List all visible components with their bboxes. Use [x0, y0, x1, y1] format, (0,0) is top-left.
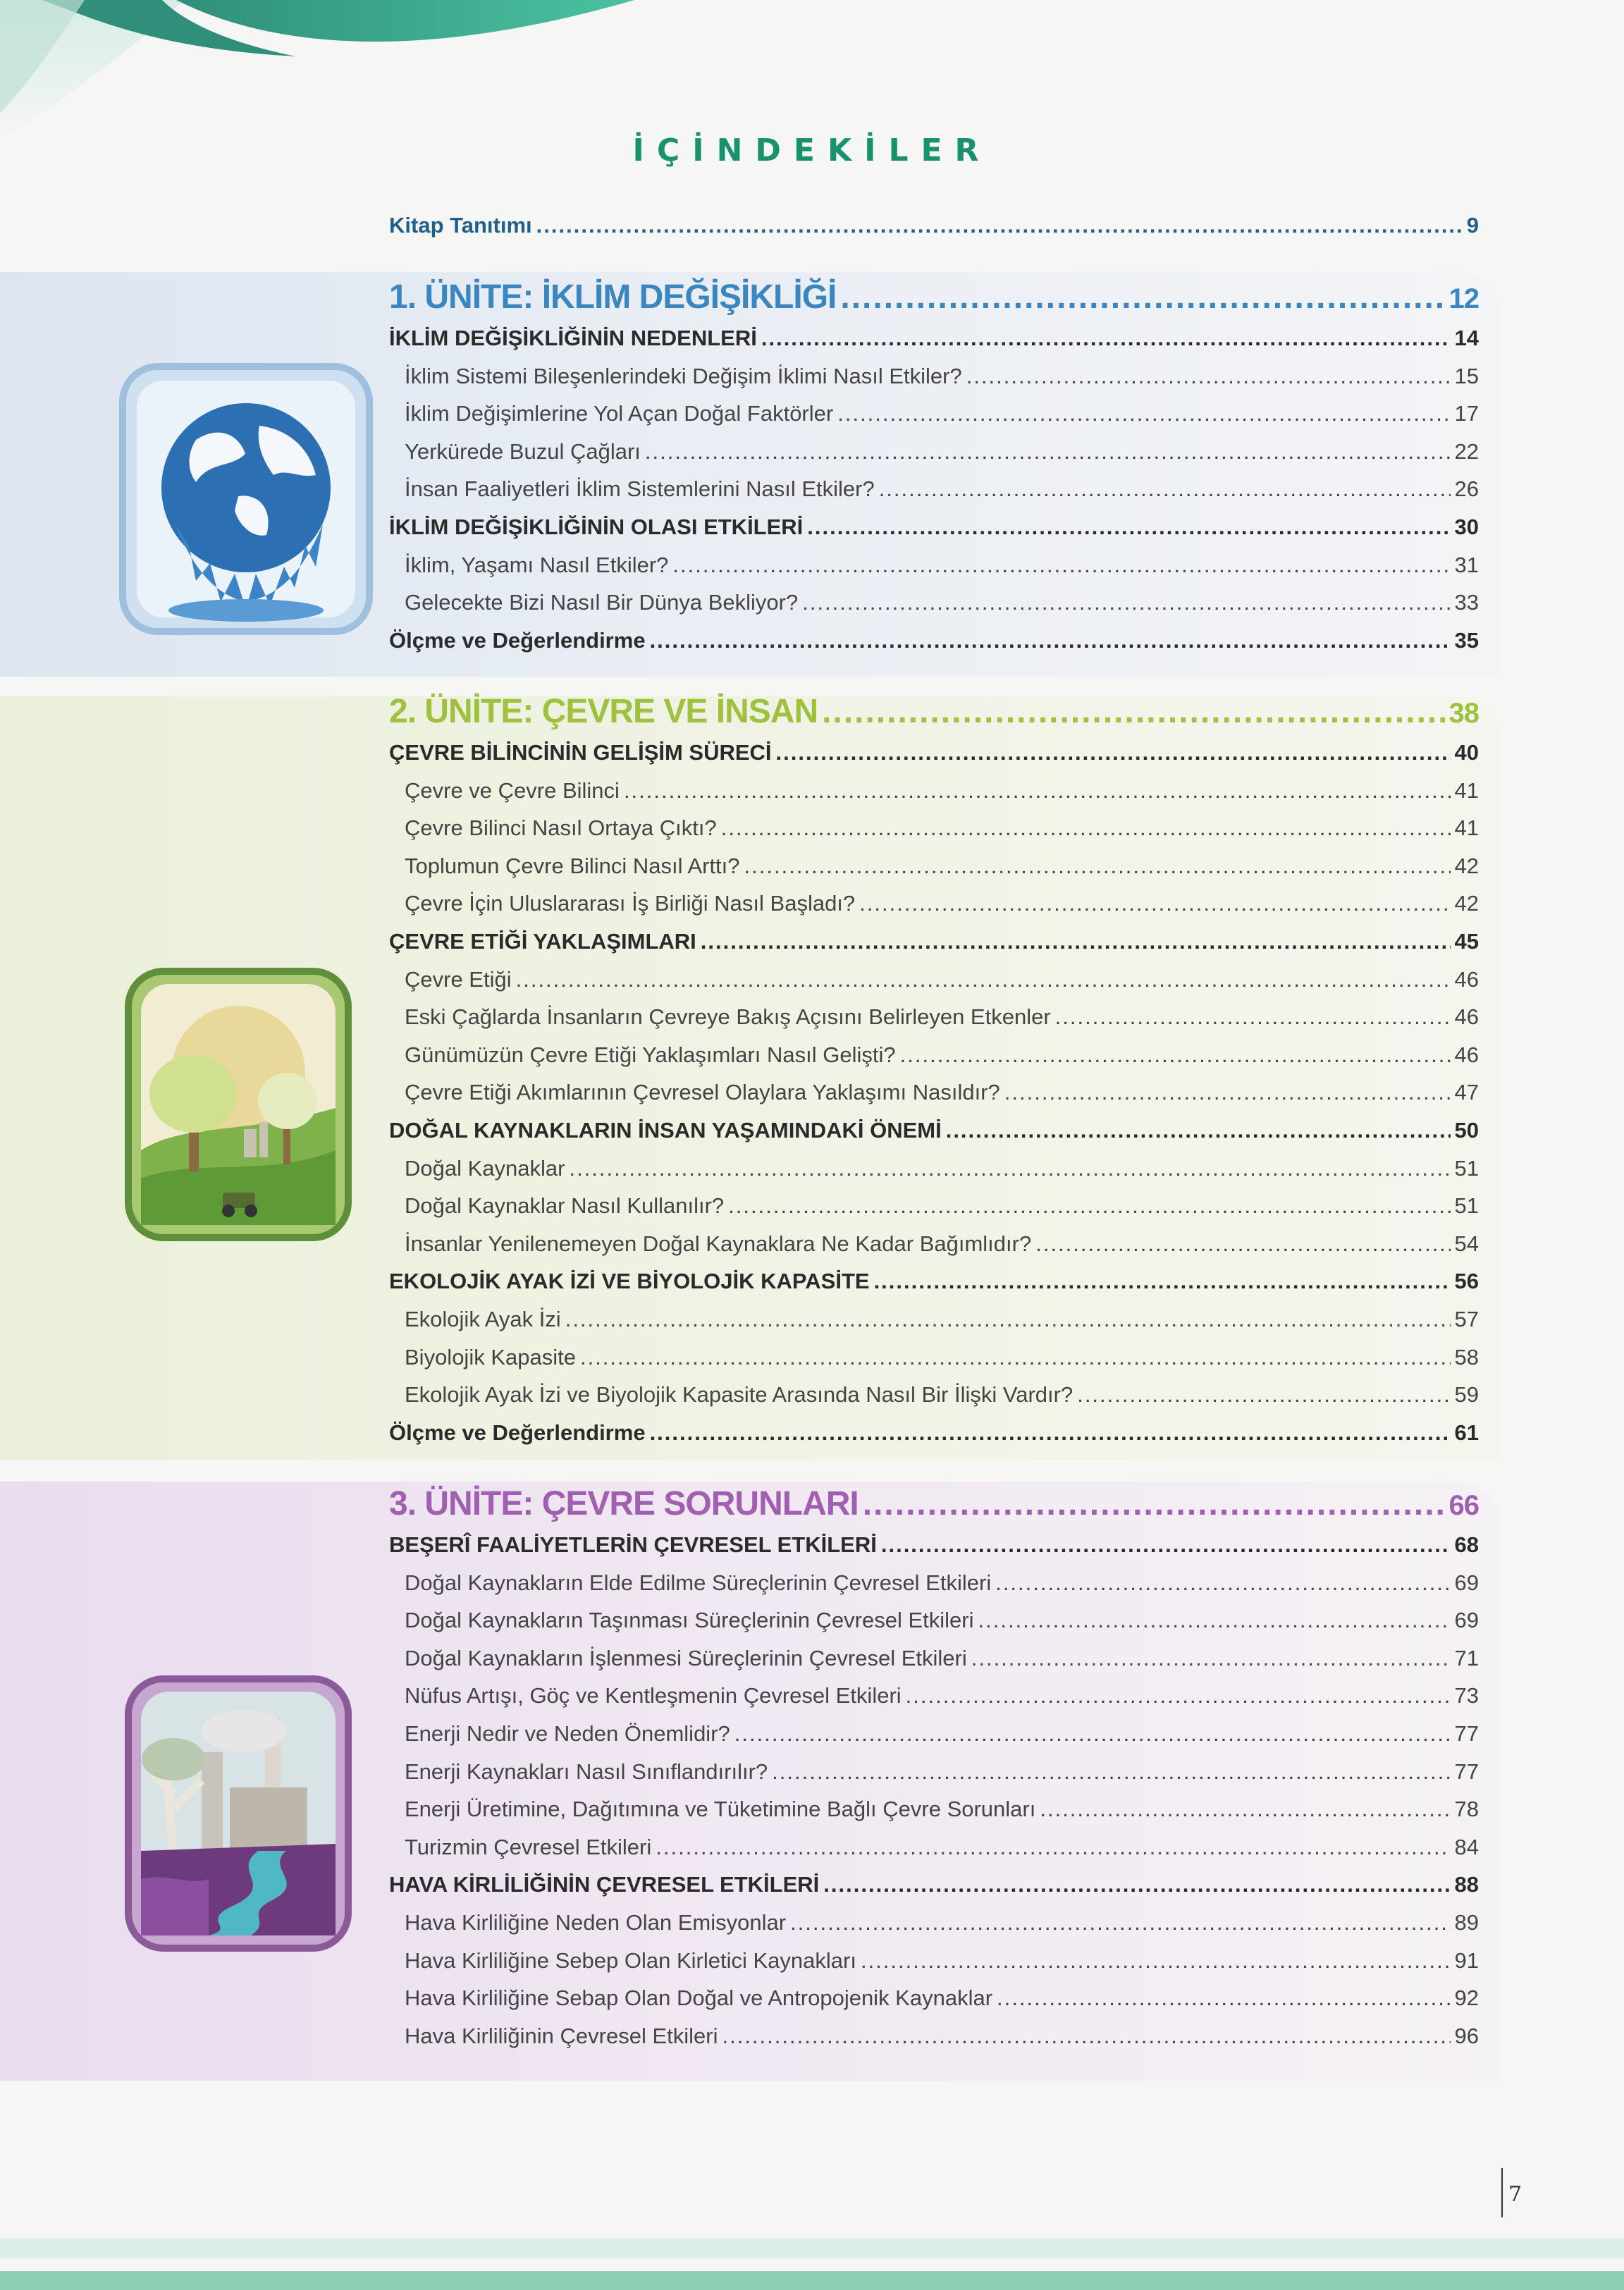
- toc-label: Biyolojik Kapasite: [405, 1345, 576, 1369]
- toc-page: 31: [1454, 553, 1479, 577]
- toc-subsection[interactable]: [405, 891, 1479, 916]
- toc-label: Toplumun Çevre Bilinci Nasıl Arttı?: [405, 854, 740, 878]
- dot-leader: [744, 854, 1451, 879]
- dot-leader: [906, 1683, 1451, 1709]
- toc-subsection[interactable]: [405, 815, 1479, 841]
- toc-label: İklim Sistemi Bileşenlerindeki Değişim İklimi Nasıl Etkiler?: [405, 364, 962, 388]
- toc-label: ÇEVRE BİLİNCİNİN GELİŞİM SÜRECİ: [389, 740, 772, 765]
- dot-leader: [734, 1721, 1451, 1747]
- dot-leader: [1035, 1231, 1450, 1257]
- dot-leader: [997, 1986, 1450, 2011]
- dot-leader: [861, 1948, 1451, 1974]
- toc-page: 46: [1454, 967, 1479, 992]
- dot-leader: [823, 1872, 1450, 1897]
- dot-leader: [650, 628, 1451, 653]
- toc-page: 71: [1454, 1646, 1479, 1670]
- toc-label: Turizmin Çevresel Etkileri: [405, 1835, 652, 1859]
- toc-subsection[interactable]: [405, 1683, 1479, 1709]
- toc-section[interactable]: [389, 326, 1479, 351]
- footer-stripe-dark: [0, 2271, 1624, 2290]
- dot-leader: [565, 1307, 1451, 1332]
- toc-section[interactable]: [389, 1872, 1479, 1897]
- toc-label: İklim Değişimlerine Yol Açan Doğal Faktörler: [405, 401, 834, 426]
- toc-page: 77: [1454, 1759, 1479, 1784]
- toc-page: 54: [1454, 1231, 1479, 1256]
- toc-subsection[interactable]: [405, 364, 1479, 389]
- toc-page: 41: [1454, 815, 1479, 840]
- dot-leader: [995, 1570, 1450, 1596]
- toc-page: 45: [1454, 929, 1479, 954]
- dot-leader: [650, 1420, 1451, 1446]
- dot-leader: [802, 590, 1450, 615]
- toc-label: ÇEVRE ETİĞİ YAKLAŞIMLARI: [389, 929, 696, 954]
- toc-page: 22: [1454, 439, 1479, 464]
- toc-label: Doğal Kaynaklar Nasıl Kullanılır?: [405, 1193, 725, 1218]
- dot-leader: [874, 1269, 1451, 1294]
- toc-label: Çevre Bilinci Nasıl Ortaya Çıktı?: [405, 815, 717, 840]
- toc-page: 78: [1454, 1797, 1479, 1821]
- toc-subsection[interactable]: [405, 967, 1479, 992]
- toc-subsection[interactable]: [405, 476, 1479, 502]
- toc-label: Ölçme ve Değerlendirme: [389, 1420, 646, 1445]
- toc-label: Çevre Etiği Akımlarının Çevresel Olaylara Yaklaşımı Nasıldır?: [405, 1080, 1000, 1104]
- toc-label: Hava Kirliliğine Sebep Olan Kirletici Kaynakları: [405, 1948, 856, 1973]
- toc-page: 15: [1454, 364, 1479, 388]
- toc-unit-2[interactable]: [389, 692, 1479, 731]
- toc-page: 73: [1454, 1683, 1479, 1708]
- page-number: 7: [1508, 2182, 1522, 2207]
- toc-label: Enerji Üretimine, Dağıtımına ve Tüketimine Bağlı Çevre Sorunları: [405, 1797, 1036, 1821]
- toc-page: 50: [1454, 1118, 1479, 1143]
- toc-label: Doğal Kaynaklar: [405, 1156, 565, 1181]
- dot-leader: [672, 553, 1450, 578]
- toc-label: Doğal Kaynakların Elde Edilme Süreçlerinin Çevresel Etkileri: [405, 1570, 992, 1595]
- toc-label: DOĞAL KAYNAKLARIN İNSAN YAŞAMINDAKİ ÖNEMİ: [389, 1118, 942, 1143]
- toc-page: 57: [1454, 1307, 1479, 1331]
- dot-leader: [569, 1156, 1450, 1181]
- dot-leader: [966, 364, 1451, 389]
- toc-subsection[interactable]: [405, 1835, 1479, 1860]
- unit-title: 3. ÜNİTE: ÇEVRE SORUNLARI: [389, 1485, 859, 1522]
- toc-subsection[interactable]: [405, 1156, 1479, 1181]
- toc-label: Doğal Kaynakların Taşınması Süreçlerinin Çevresel Etkileri: [405, 1608, 974, 1632]
- toc-subsection[interactable]: [405, 1193, 1479, 1219]
- toc-subsection[interactable]: [405, 1307, 1479, 1332]
- toc-page: 42: [1454, 854, 1479, 878]
- toc-label: Hava Kirliliğine Sebap Olan Doğal ve Antropojenik Kaynaklar: [405, 1986, 993, 2010]
- dot-leader: [1040, 1797, 1450, 1822]
- toc-page: 59: [1454, 1382, 1479, 1407]
- toc-label: Hava Kirliliğinin Çevresel Etkileri: [405, 2024, 718, 2048]
- toc-page: 61: [1454, 1420, 1479, 1445]
- dot-leader: [859, 891, 1450, 916]
- toc-page: 92: [1454, 1986, 1479, 2010]
- toc-page: 9: [1466, 213, 1479, 238]
- toc-page: 42: [1454, 891, 1479, 916]
- toc-page: 47: [1454, 1080, 1479, 1104]
- toc-subsection[interactable]: [405, 1231, 1479, 1257]
- page-title: İÇİNDEKİLER: [632, 133, 992, 168]
- nature-landscape-icon: [124, 967, 352, 1242]
- toc-page: 14: [1454, 326, 1479, 350]
- dot-leader: [580, 1345, 1451, 1370]
- toc-subsection[interactable]: [405, 854, 1479, 879]
- toc-unit-1[interactable]: [389, 278, 1479, 316]
- dot-leader: [516, 967, 1451, 992]
- toc-label: Gelecekte Bizi Nasıl Bir Dünya Bekliyor?: [405, 590, 799, 615]
- toc-label: BEŞERÎ FAALİYETLERİN ÇEVRESEL ETKİLERİ: [389, 1532, 877, 1557]
- toc-label: Çevre Etiği: [405, 967, 512, 992]
- polluted-landscape-icon: [124, 1675, 352, 1952]
- toc-subsection[interactable]: [405, 439, 1479, 464]
- toc-subsection[interactable]: [405, 1910, 1479, 1935]
- dot-leader: [790, 1910, 1450, 1935]
- toc-label: Çevre İçin Uluslararası İş Birliği Nasıl Başladı?: [405, 891, 856, 916]
- toc-subsection[interactable]: [405, 1608, 1479, 1633]
- dot-leader: [1004, 1080, 1451, 1105]
- toc-page: 51: [1454, 1156, 1479, 1181]
- toc-label: Hava Kirliliğine Neden Olan Emisyonlar: [405, 1910, 787, 1935]
- dot-leader: [721, 815, 1451, 841]
- dot-leader: [776, 740, 1451, 765]
- toc-page: 56: [1454, 1269, 1479, 1293]
- toc-page: 41: [1454, 778, 1479, 803]
- toc-label: İklim, Yaşamı Nasıl Etkiler?: [405, 553, 669, 577]
- toc-subsection[interactable]: [405, 1646, 1479, 1671]
- toc-label: Yerkürede Buzul Çağları: [405, 439, 641, 464]
- toc-label: İnsan Faaliyetleri İklim Sistemlerini Nasıl Etkiler?: [405, 476, 875, 501]
- toc-page: 26: [1454, 476, 1479, 501]
- toc-page: 69: [1454, 1570, 1479, 1595]
- toc-page: 58: [1454, 1345, 1479, 1369]
- toc-page: 89: [1454, 1910, 1479, 1935]
- toc-label: Enerji Kaynakları Nasıl Sınıflandırılır?: [405, 1759, 768, 1784]
- unit-page: 12: [1448, 283, 1479, 314]
- toc-entry-intro[interactable]: [389, 213, 1479, 238]
- toc-page: 33: [1454, 590, 1479, 615]
- toc-section[interactable]: [389, 1532, 1479, 1558]
- toc-label: EKOLOJİK AYAK İZİ VE BİYOLOJİK KAPASİTE: [389, 1269, 870, 1293]
- dot-leader: [822, 692, 1444, 731]
- dot-leader: [863, 1484, 1445, 1523]
- toc-subsection[interactable]: [405, 1004, 1479, 1030]
- toc-label: Enerji Nedir ve Neden Önemlidir?: [405, 1721, 730, 1746]
- toc-subsection[interactable]: [405, 778, 1479, 804]
- footer-stripe-light: [0, 2239, 1624, 2258]
- dot-leader: [978, 1608, 1451, 1633]
- toc-page: 88: [1454, 1872, 1479, 1897]
- toc-subsection[interactable]: [405, 1345, 1479, 1370]
- dot-leader: [656, 1835, 1450, 1860]
- toc-section[interactable]: [389, 1118, 1479, 1143]
- dot-leader: [881, 1532, 1451, 1558]
- toc-page: 30: [1454, 515, 1479, 539]
- dot-leader: [645, 439, 1451, 464]
- dot-leader: [1055, 1004, 1451, 1030]
- dot-leader: [900, 1042, 1451, 1068]
- toc-label: Ölçme ve Değerlendirme: [389, 628, 646, 653]
- unit-page: 38: [1448, 698, 1479, 729]
- toc-page: 17: [1454, 401, 1479, 426]
- toc-page: 91: [1454, 1948, 1479, 1973]
- toc-section[interactable]: [389, 1269, 1479, 1294]
- toc-label: Ekolojik Ayak İzi: [405, 1307, 561, 1331]
- toc-section[interactable]: [389, 628, 1479, 653]
- toc-label: Günümüzün Çevre Etiği Yaklaşımları Nasıl Gelişti?: [405, 1042, 896, 1067]
- unit-page: 66: [1448, 1490, 1479, 1521]
- toc-page: 51: [1454, 1193, 1479, 1218]
- dot-leader: [879, 476, 1451, 502]
- toc-label: İKLİM DEĞİŞİKLİĞİNİN NEDENLERİ: [389, 326, 757, 350]
- toc-subsection[interactable]: [405, 1042, 1479, 1068]
- toc-subsection[interactable]: [405, 1797, 1479, 1822]
- dot-leader: [761, 326, 1451, 351]
- dot-leader: [772, 1759, 1450, 1785]
- toc-subsection[interactable]: [405, 1382, 1479, 1408]
- page-number-rule: [1501, 2168, 1503, 2217]
- toc-label: Doğal Kaynakların İşlenmesi Süreçlerinin Çevresel Etkileri: [405, 1646, 967, 1670]
- dot-leader: [837, 401, 1450, 426]
- dot-leader: [536, 213, 1463, 238]
- toc-page: 46: [1454, 1004, 1479, 1029]
- toc-page: 84: [1454, 1835, 1479, 1859]
- toc-unit-3[interactable]: [389, 1484, 1479, 1523]
- toc-section[interactable]: [389, 515, 1479, 540]
- toc-label: Çevre ve Çevre Bilinci: [405, 778, 620, 803]
- unit-title: 2. ÜNİTE: ÇEVRE VE İNSAN: [389, 693, 818, 730]
- dot-leader: [728, 1193, 1450, 1219]
- toc-page: 35: [1454, 628, 1479, 653]
- toc-subsection[interactable]: [405, 1721, 1479, 1747]
- toc-page: 77: [1454, 1721, 1479, 1746]
- toc-section[interactable]: [389, 929, 1479, 954]
- toc-label: İnsanlar Yenilenemeyen Doğal Kaynaklara Ne Kadar Bağımlıdır?: [405, 1231, 1032, 1256]
- toc-label: Eski Çağlarda İnsanların Çevreye Bakış Açısını Belirleyen Etkenler: [405, 1004, 1051, 1029]
- melting-globe-icon: [118, 362, 376, 639]
- unit-title: 1. ÜNİTE: İKLİM DEĞİŞİKLİĞİ: [389, 278, 837, 316]
- toc-page: 46: [1454, 1042, 1479, 1067]
- wave-decoration: [0, 0, 648, 155]
- toc-subsection[interactable]: [405, 1080, 1479, 1105]
- toc-page: 68: [1454, 1532, 1479, 1557]
- dot-leader: [624, 778, 1451, 804]
- dot-leader: [840, 278, 1444, 316]
- toc-label: Nüfus Artışı, Göç ve Kentleşmenin Çevresel Etkileri: [405, 1683, 902, 1708]
- toc-subsection[interactable]: [405, 1759, 1479, 1785]
- toc-page: 96: [1454, 2024, 1479, 2048]
- toc-subsection[interactable]: [405, 1986, 1479, 2011]
- toc-subsection[interactable]: [405, 1948, 1479, 1974]
- toc-subsection[interactable]: [405, 401, 1479, 426]
- toc-subsection[interactable]: [405, 2024, 1479, 2049]
- toc-page: 40: [1454, 740, 1479, 765]
- toc-label: Ekolojik Ayak İzi ve Biyolojik Kapasite Arasında Nasıl Bir İlişki Vardır?: [405, 1382, 1074, 1407]
- dot-leader: [971, 1646, 1451, 1671]
- toc-subsection[interactable]: [405, 1570, 1479, 1596]
- toc-section[interactable]: [389, 1420, 1479, 1446]
- toc-page: 69: [1454, 1608, 1479, 1632]
- dot-leader: [701, 929, 1451, 954]
- toc-label: Kitap Tanıtımı: [389, 213, 532, 238]
- toc-section[interactable]: [389, 740, 1479, 765]
- dot-leader: [946, 1118, 1451, 1143]
- dot-leader: [722, 2024, 1450, 2049]
- toc-label: HAVA KİRLİLİĞİNİN ÇEVRESEL ETKİLERİ: [389, 1872, 820, 1897]
- toc-subsection[interactable]: [405, 590, 1479, 615]
- toc-subsection[interactable]: [405, 553, 1479, 578]
- toc-label: İKLİM DEĞİŞİKLİĞİNİN OLASI ETKİLERİ: [389, 515, 804, 539]
- dot-leader: [807, 515, 1450, 540]
- dot-leader: [1077, 1382, 1450, 1408]
